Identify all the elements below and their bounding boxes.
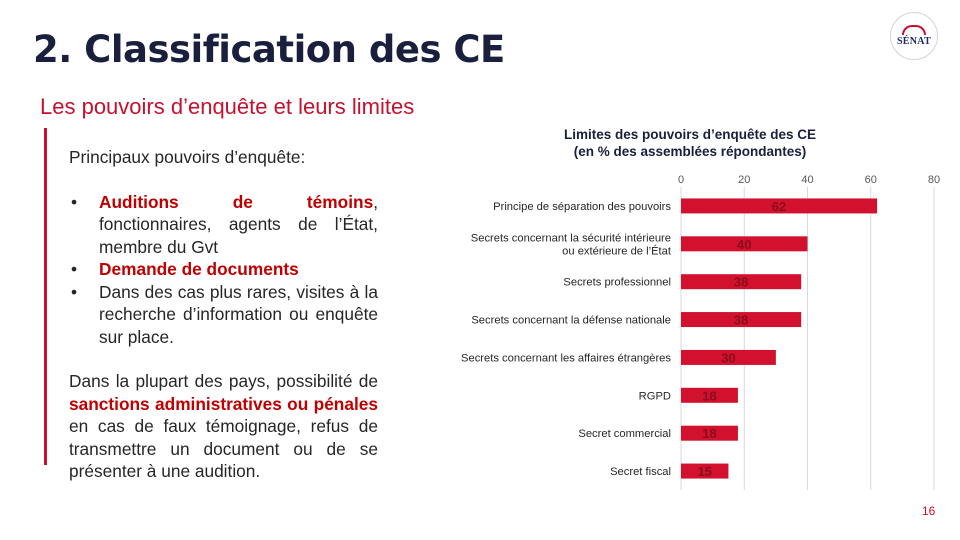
sanctions-paragraph (69, 370, 378, 483)
category-label: Secrets concernant les affaires étrangères (461, 352, 671, 365)
data-label: 40 (737, 236, 752, 252)
powers-list (69, 191, 378, 349)
data-label: 38 (733, 312, 749, 328)
list-item (69, 281, 378, 349)
data-label: 15 (697, 464, 712, 480)
bullet-bold: Auditions de témoins (99, 191, 374, 212)
data-label: 18 (702, 388, 717, 404)
category-label: Secret fiscal (610, 466, 671, 479)
category-label: Secret commercial (578, 428, 671, 441)
data-label: 38 (733, 274, 749, 290)
para-end: en cas de faux témoignage, refus de transmettre un document ou de se présenter à une audition. (69, 416, 378, 481)
category-label: Secrets professionnel (563, 276, 671, 289)
chart-title (530, 126, 850, 160)
logo-text: SÉNAT (896, 36, 932, 47)
x-tick-label: 20 (738, 174, 751, 186)
chart-title-line1: Limites des pouvoirs d’enquête des CE (563, 127, 817, 142)
list-item (69, 191, 378, 259)
category-label: Secrets concernant la défense nationale (471, 314, 671, 327)
x-tick-label: 60 (864, 174, 877, 186)
category-label: Principe de séparation des pouvoirs (493, 200, 671, 213)
page-number: 16 (922, 504, 936, 518)
left-text-block (69, 146, 378, 483)
data-label: 30 (721, 350, 736, 366)
accent-bar (44, 128, 47, 465)
chart-title-line2: (en % des assemblées répondantes) (573, 144, 807, 159)
category-label: RGPD (638, 390, 671, 403)
x-tick-label: 40 (801, 174, 814, 186)
logo-arc-icon (902, 25, 926, 35)
intro-text: Principaux pouvoirs d’enquête: (69, 147, 306, 167)
slide-subtitle: Les pouvoirs d’enquête et leurs limites (40, 94, 415, 119)
bar-chart (420, 170, 940, 495)
x-tick-label: 0 (677, 174, 685, 186)
category-label: Secrets concernant la sécurité intérieure ou extérieure de l’État (470, 232, 671, 258)
para-start: Dans la plupart des pays, possibilité de (69, 371, 378, 391)
para-bold: sanctions administratives ou pénales (69, 393, 378, 414)
data-label: 18 (702, 426, 717, 442)
slide-title: 2. Classification des CE (33, 28, 505, 71)
data-label: 62 (771, 198, 787, 214)
bullet-text: Dans des cas plus rares, visites à la recherche d’information ou enquête sur place. (99, 281, 378, 347)
x-tick-label: 80 (927, 174, 940, 186)
bullet-text: , fonctionnaires, agents de l’État, membre du Gvt (99, 191, 378, 257)
bullet-bold: Demande de documents (99, 259, 299, 279)
senat-logo (890, 12, 938, 60)
list-item (69, 258, 378, 281)
